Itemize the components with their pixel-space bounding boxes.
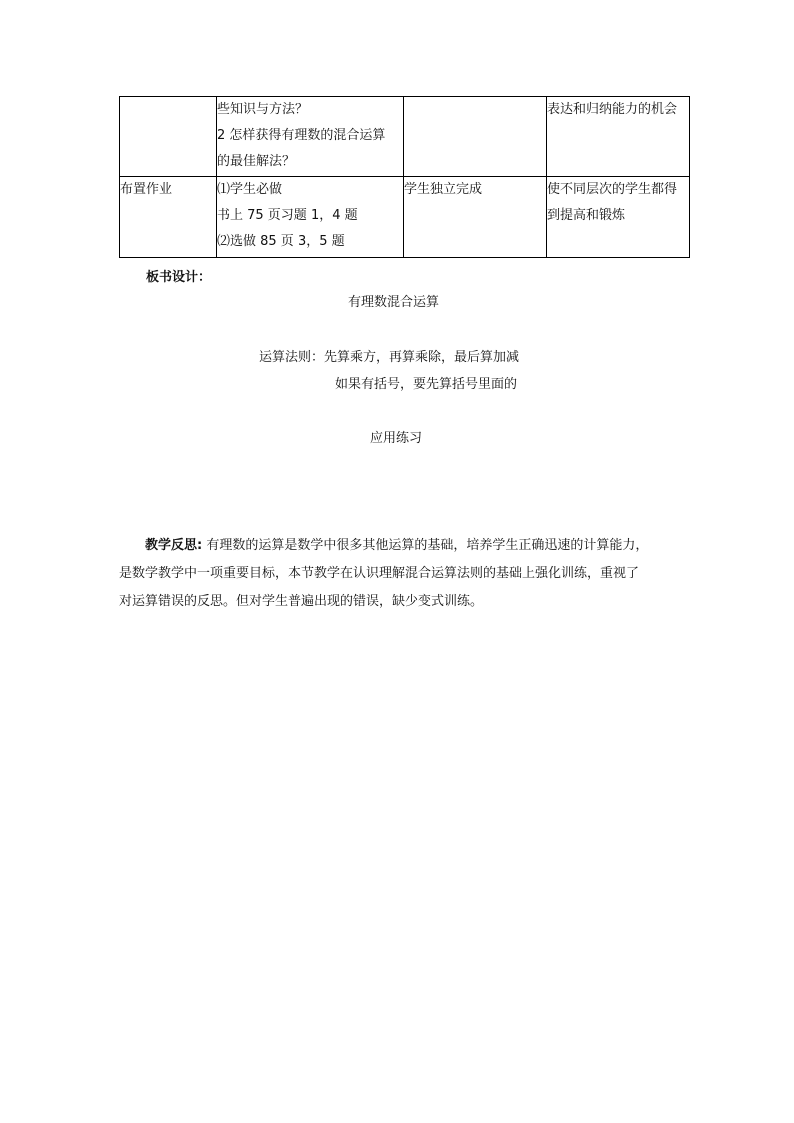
reflection-text: 有理数的运算是数学中很多其他运算的基础，培养学生正确迅速的计算能力， <box>202 538 649 553</box>
table-cell-design-intent <box>547 97 690 177</box>
table-cell-teacher-activity <box>217 97 404 177</box>
cell-text: 到提高和锻炼 <box>547 208 626 223</box>
board-practice: 应用练习 <box>370 431 423 446</box>
cell-text: ⑵选做 85 页 3，5 题 <box>217 234 345 249</box>
reflection-line: 对运算错误的反思。但对学生普遍出现的错误，缺少变式训练。 <box>119 594 484 609</box>
lesson-plan-table <box>119 96 690 258</box>
cell-text: 布置作业 <box>120 182 173 197</box>
table-cell-student-activity <box>404 97 547 177</box>
board-design-heading: 板书设计： <box>146 270 212 285</box>
table-cell-design-intent <box>547 177 690 258</box>
cell-text: 些知识与方法？ <box>217 102 309 117</box>
table-row <box>120 177 690 258</box>
teaching-reflection <box>119 532 689 616</box>
board-rule-line-2: 如果有括号，要先算括号里面的 <box>335 377 518 392</box>
board-title: 有理数混合运算 <box>348 295 440 310</box>
cell-text: 使不同层次的学生都得 <box>547 182 678 197</box>
table-row <box>120 97 690 177</box>
reflection-line: 是数学教学中一项重要目标，本节教学在认识理解混合运算法则的基础上强化训练，重视了 <box>119 566 640 581</box>
cell-text: 学生独立完成 <box>404 182 483 197</box>
board-rule-line-1: 运算法则：先算乘方，再算乘除，最后算加减 <box>259 350 520 365</box>
table-cell-teacher-activity <box>217 177 404 258</box>
reflection-label: 教学反思: <box>145 538 203 553</box>
reflection-line <box>119 532 689 560</box>
table-cell-student-activity <box>404 177 547 258</box>
table-cell-activity <box>120 177 217 258</box>
cell-text: 书上 75 页习题 1，4 题 <box>217 208 358 223</box>
cell-text: 2 怎样获得有理数的混合运算 <box>217 128 386 143</box>
table-cell-activity <box>120 97 217 177</box>
cell-text: 的最佳解法？ <box>217 154 296 169</box>
cell-text: ⑴学生必做 <box>217 182 283 197</box>
cell-text: 表达和归纳能力的机会 <box>547 102 678 117</box>
